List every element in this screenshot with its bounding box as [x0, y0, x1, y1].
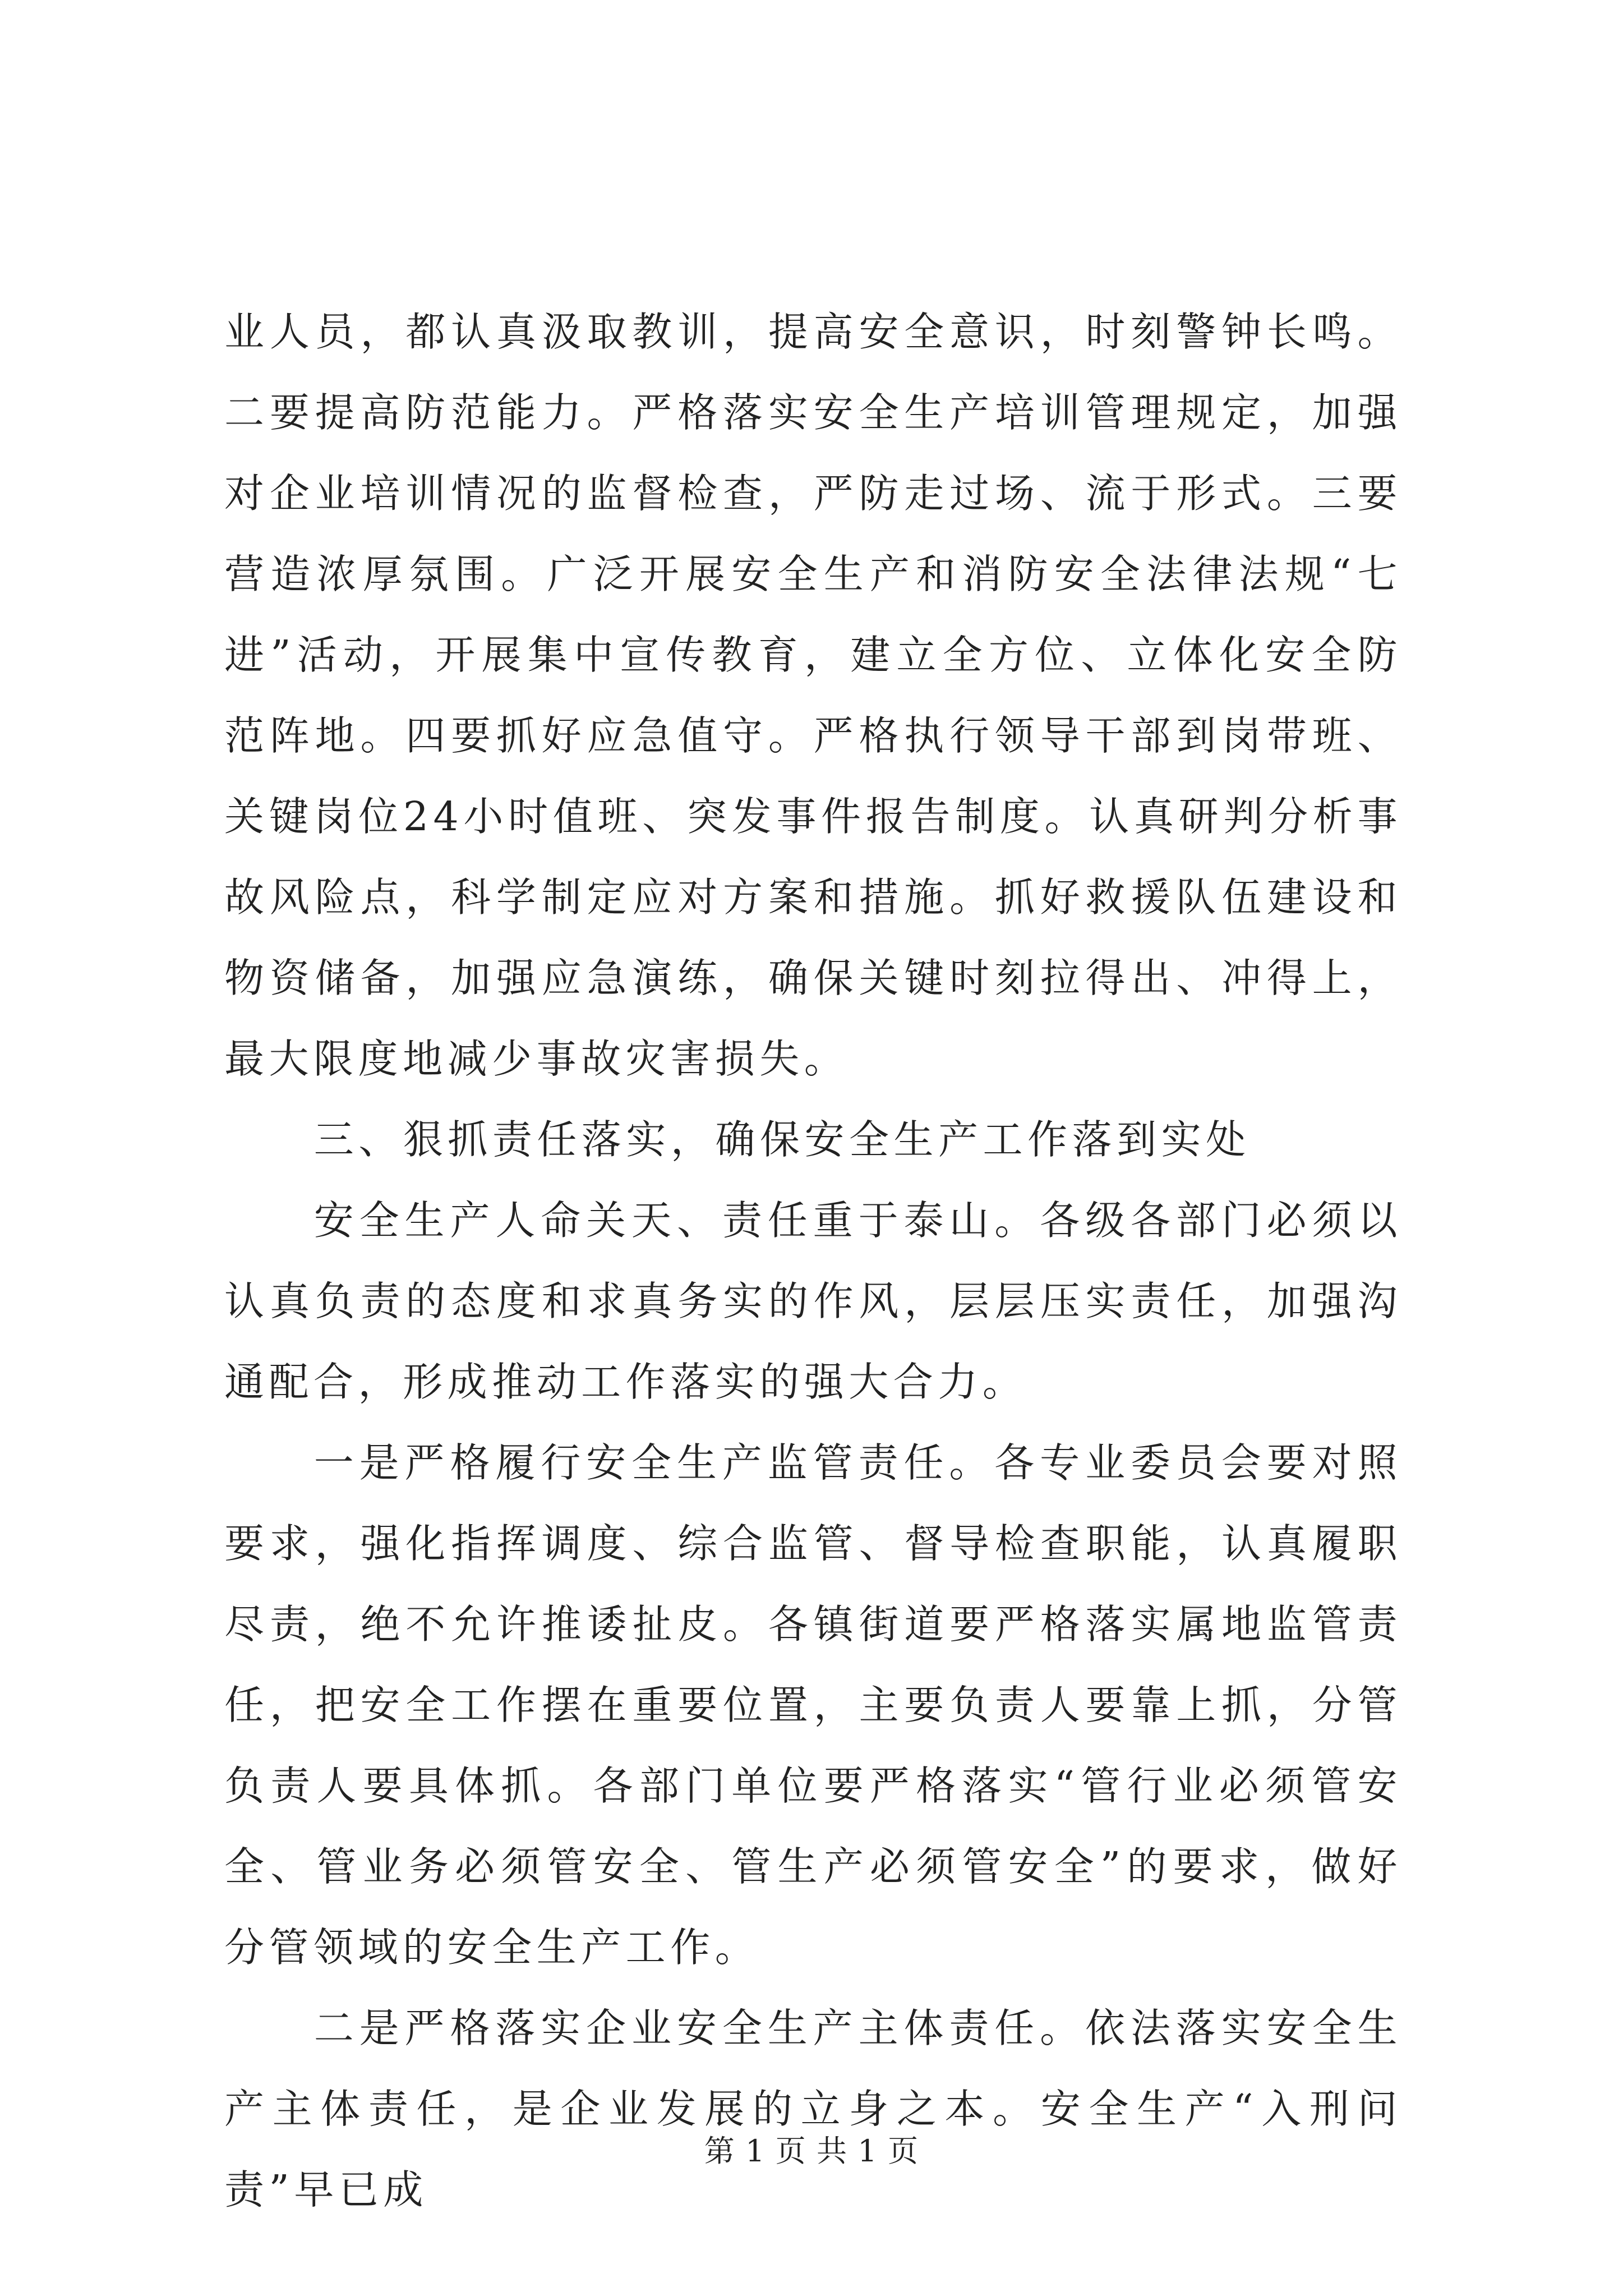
page-footer: 第 1 页 共 1 页: [704, 2133, 919, 2169]
paragraph-point-one: 一是严格履行安全生产监管责任。各专业委员会要对照要求，强化指挥调度、综合监管、督导检查职能，认真履职尽责，绝不允许推诿扯皮。各镇街道要严格落实属地监管责任，把安全工作摆在重要位置，主要负责人要靠上抓，分管负责人要具体抓。各部门单位要严格落实“管行业必须管安全、管业务必须管安全、管生产必须管安全”的要求，做好分管领域的安全生产工作。: [224, 1439, 1402, 1971]
section-heading: 三、狠抓责任落实，确保安全生产工作落到实处: [313, 1116, 1251, 1163]
document-body: [224, 292, 1402, 2230]
paragraph-point-two: 二是严格落实企业安全生产主体责任。依法落实安全生产主体责任，是企业发展的立身之本。安全生产“入刑问责”早已成: [224, 2005, 1402, 2213]
paragraph-intro: 安全生产人命关天、责任重于泰山。各级各部门必须以认真负责的态度和求真务实的作风，层层压实责任，加强沟通配合，形成推动工作落实的强大合力。: [224, 1197, 1402, 1405]
paragraph-continuation: 业人员，都认真汲取教训，提高安全意识，时刻警钟长鸣。二要提高防范能力。严格落实安全生产培训管理规定，加强对企业培训情况的监督检查，严防走过场、流于形式。三要营造浓厚氛围。广泛开展安全生产和消防安全法律法规“七进”活动，开展集中宣传教育，建立全方位、立体化安全防范阵地。四要抓好应急值守。严格执行领导干部到岗带班、关键岗位24小时值班、突发事件报告制度。认真研判分析事故风险点，科学制定应对方案和措施。抓好救援队伍建设和物资储备，加强应急演练，确保关键时刻拉得出、冲得上，最大限度地减少事故灾害损失。: [224, 309, 1402, 1082]
